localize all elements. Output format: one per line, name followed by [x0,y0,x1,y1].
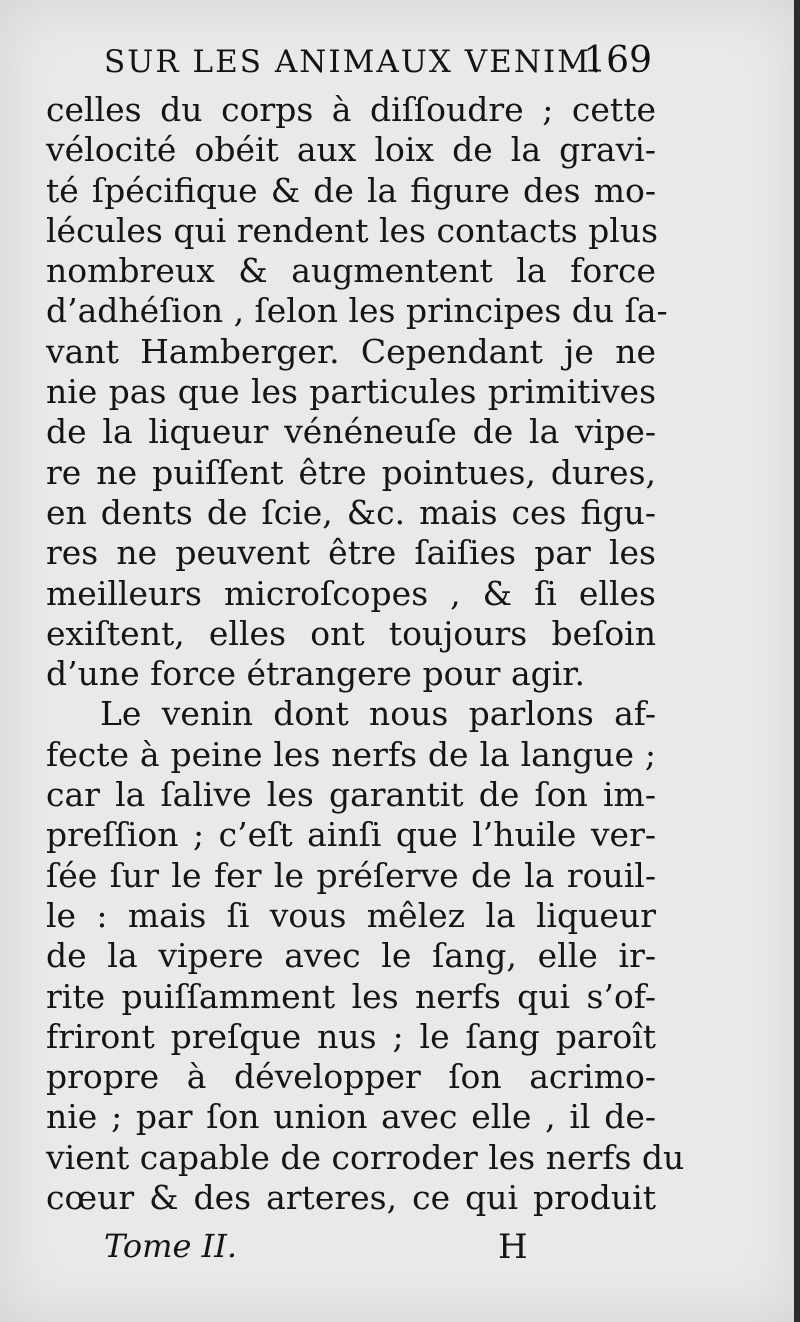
text-line: res ne peuvent être ſaiſies par les [46,533,656,573]
page-footer [104,1227,534,1275]
text-line: de la vipere avec le ſang, elle ir- [46,936,656,976]
text-line: té ſpécifique & de la figure des mo- [46,170,656,210]
text-line: car la ſalive les garantit de ſon im- [46,775,656,815]
text-line: nie pas que les particules primitives [46,372,656,412]
running-head [104,44,652,94]
text-line: exiſtent, elles ont toujours beſoin [46,613,656,653]
text-line: en dents de ſcie, &c. mais ces figu- [46,492,656,532]
paragraph-start-line: Le venin dont nous parlons af- [100,694,656,734]
text-line: re ne puiſſent être pointues, dures, [46,452,656,492]
text-line: rite puiſſamment les nerfs qui s’of- [46,976,656,1016]
text-line: propre à développer ſon acrimo- [46,1057,656,1097]
text-line: vélocité obéit aux loix de la gravi- [46,130,656,170]
text-line: fecte à peine les nerfs de la langue ; [46,734,656,774]
text-line: d’adhéſion , ſelon les principes du ſa- [46,291,668,331]
text-line: vient capable de corroder les nerfs du [46,1137,685,1177]
text-line: nie ; par ſon union avec elle , il de- [46,1097,656,1137]
page-edge-shadow [794,0,800,1322]
text-line: meilleurs microſcopes , & ſi elles [46,573,656,613]
text-line: cœur & des arteres, ce qui produit [46,1178,656,1218]
page-number: 169 [583,40,652,81]
text-line: d’une force étrangere pour agir. [46,654,585,694]
text-line: vant Hamberger. Cependant je ne [46,331,656,371]
text-line: celles du corps à diſſoudre ; cette [46,90,656,129]
text-line: nombreux & augmentent la force [46,251,656,291]
text-line: lécules qui rendent les contacts plus [46,210,659,250]
body-text [46,90,685,1218]
text-line: friront preſque nus ; le ſang paroît [46,1016,656,1056]
text-line: le : mais ſi vous mêlez la liqueur [46,895,656,935]
signature-mark: H [498,1227,528,1267]
text-line: de la liqueur vénéneuſe de la vipe- [46,412,656,452]
text-line: preſſion ; c’eſt ainſi que l’huile ver- [46,815,656,855]
text-line: ſée ſur le fer le préſerve de la rouil- [46,855,656,895]
running-head-title: SUR LES ANIMAUX VENIM. [104,44,603,80]
volume-label: Tome II. [104,1227,238,1265]
